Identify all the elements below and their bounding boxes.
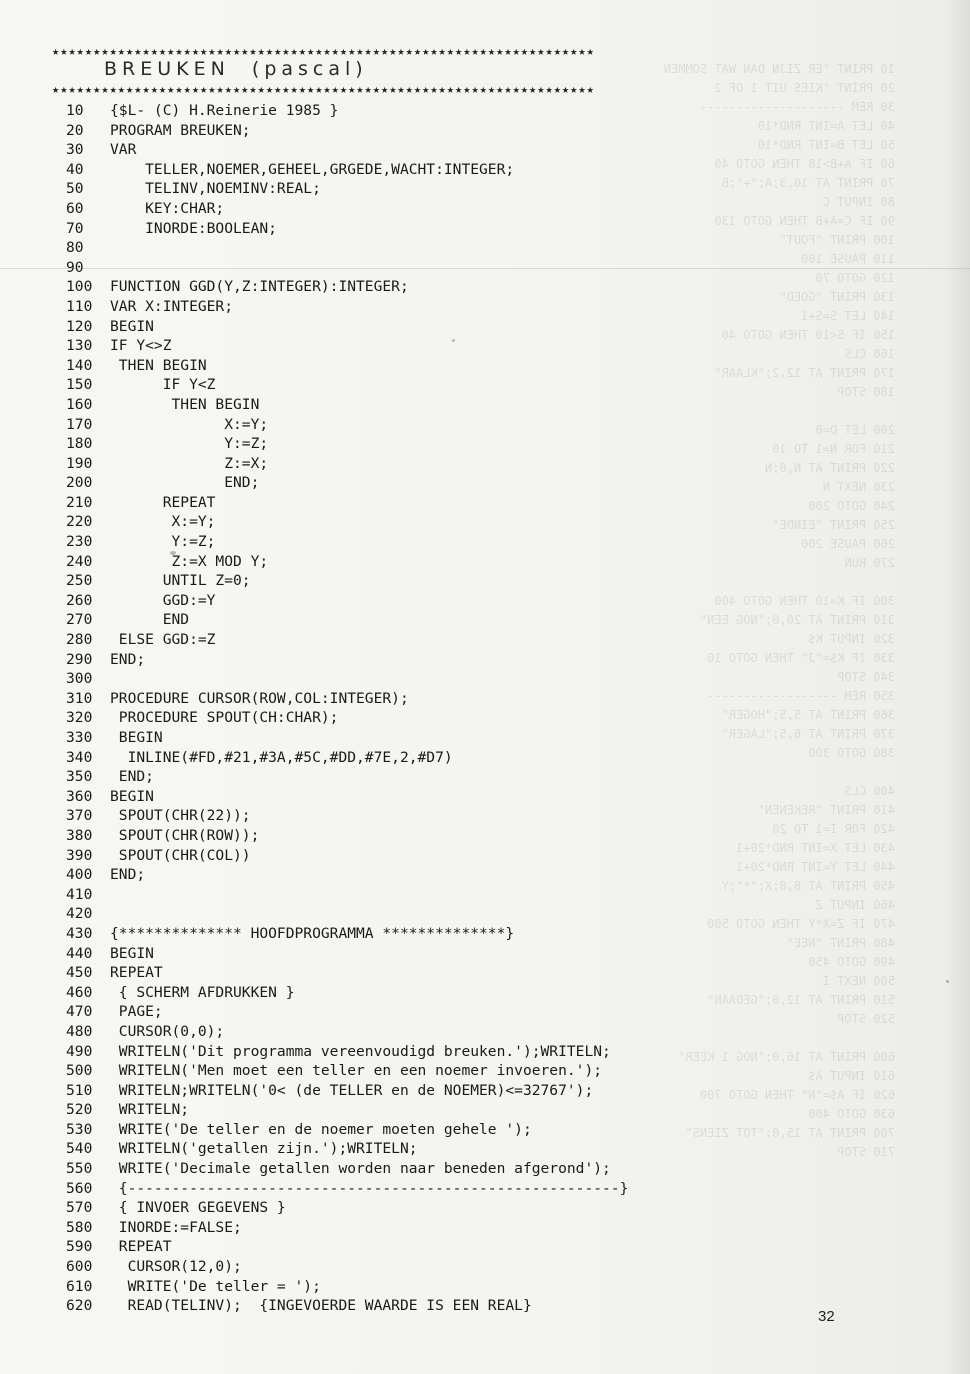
code-text: THEN BEGIN	[110, 356, 207, 374]
code-line	[66, 1002, 856, 1022]
code-text: PROGRAM BREUKEN;	[110, 121, 251, 139]
code-text: WRITE('Decimale getallen worden naar beneden afgerond');	[110, 1160, 611, 1178]
code-line	[66, 1120, 856, 1140]
line-number: 10	[66, 102, 84, 119]
code-text: { INVOER GEGEVENS }	[110, 1199, 286, 1217]
line-number: 470	[66, 1003, 93, 1021]
code-line	[66, 1277, 856, 1297]
code-text: CURSOR(12,0);	[110, 1258, 242, 1276]
line-number: 200	[66, 474, 93, 492]
code-line	[66, 650, 856, 670]
line-number: 520	[66, 1101, 93, 1119]
code-text: BEGIN	[110, 317, 154, 335]
line-number: 20	[66, 121, 84, 139]
code-line	[66, 317, 856, 337]
line-number: 570	[66, 1199, 93, 1217]
code-text: BEGIN	[110, 944, 154, 962]
code-line	[66, 610, 856, 630]
line-number: 90	[66, 258, 84, 276]
line-number: 530	[66, 1120, 93, 1138]
line-number: 550	[66, 1160, 93, 1178]
line-number: 60	[66, 199, 84, 217]
code-text: ELSE GGD:=Z	[110, 631, 216, 649]
listing-title: BREUKEN (pascal)	[104, 58, 368, 80]
line-number: 590	[66, 1238, 93, 1256]
code-text: WRITE('De teller = ');	[110, 1277, 321, 1295]
code-line	[66, 767, 856, 787]
code-text: INORDE:BOOLEAN;	[110, 219, 277, 237]
line-number: 210	[66, 493, 93, 511]
code-text: X:=Y;	[110, 513, 216, 531]
line-number: 170	[66, 415, 93, 433]
line-number: 230	[66, 533, 93, 551]
code-line	[66, 865, 856, 885]
line-number: 460	[66, 983, 93, 1001]
code-text: PAGE;	[110, 1003, 163, 1021]
line-number: 450	[66, 964, 93, 982]
code-text: END;	[110, 866, 146, 884]
code-text: IF Y<>Z	[110, 337, 172, 355]
code-text: {************** HOOFDPROGRAMMA **************}	[110, 924, 515, 942]
code-text: UNTIL Z=0;	[110, 572, 251, 590]
line-number: 160	[66, 395, 93, 413]
code-line	[66, 1237, 856, 1257]
line-number: 400	[66, 866, 93, 884]
line-number: 220	[66, 513, 93, 531]
line-number: 270	[66, 611, 93, 629]
paper-edge-shadow	[944, 0, 970, 1374]
code-text: REPEAT	[110, 493, 216, 511]
line-number: 430	[66, 924, 93, 942]
code-line	[66, 1022, 856, 1042]
code-text: X:=Y;	[110, 415, 269, 433]
code-line	[66, 101, 856, 121]
line-number: 110	[66, 297, 93, 315]
code-text: INORDE:=FALSE;	[110, 1218, 242, 1236]
code-text: FUNCTION GGD(Y,Z:INTEGER):INTEGER;	[110, 278, 409, 296]
code-line	[66, 493, 856, 513]
line-number: 540	[66, 1140, 93, 1158]
code-text: END	[110, 611, 190, 629]
code-line	[66, 1061, 856, 1081]
code-line	[66, 630, 856, 650]
line-number: 140	[66, 356, 93, 374]
code-text: PROCEDURE CURSOR(ROW,COL:INTEGER);	[110, 689, 409, 707]
code-line	[66, 708, 856, 728]
code-line	[66, 983, 856, 1003]
code-text: WRITELN('Dit programma vereenvoudigd breuken.');WRITELN;	[110, 1042, 611, 1060]
line-number: 340	[66, 748, 93, 766]
code-text: Y:=Z;	[110, 435, 269, 453]
line-number: 50	[66, 180, 84, 198]
code-line	[66, 512, 856, 532]
code-line	[66, 885, 856, 905]
line-number: 280	[66, 631, 93, 649]
code-text: WRITELN('getallen zijn.');WRITELN;	[110, 1140, 418, 1158]
code-line	[66, 415, 856, 435]
line-number: 330	[66, 729, 93, 746]
code-line	[66, 258, 856, 278]
code-line	[66, 179, 856, 199]
line-number: 150	[66, 376, 93, 394]
line-number: 420	[66, 905, 93, 923]
code-text: {$L- (C) H.Reinerie 1985 }	[110, 102, 339, 119]
line-number: 480	[66, 1022, 93, 1040]
line-number: 250	[66, 572, 93, 590]
code-line	[66, 944, 856, 964]
program-listing	[66, 101, 856, 1316]
line-number: 190	[66, 454, 93, 472]
line-number: 180	[66, 435, 93, 453]
code-text: TELLER,NOEMER,GEHEEL,GRGEDE,WACHT:INTEGER;	[110, 160, 515, 178]
code-line	[66, 356, 856, 376]
code-text: KEY:CHAR;	[110, 199, 225, 217]
code-line	[66, 1179, 856, 1199]
code-line	[66, 1081, 856, 1101]
line-number: 120	[66, 317, 93, 335]
line-number: 310	[66, 689, 93, 707]
line-number: 30	[66, 141, 84, 159]
code-text: VAR X:INTEGER;	[110, 297, 234, 315]
line-number: 600	[66, 1258, 93, 1276]
code-line	[66, 552, 856, 572]
code-line	[66, 297, 856, 317]
line-number: 100	[66, 278, 93, 296]
code-text: WRITELN('Men moet een teller en een noemer invoeren.');	[110, 1062, 603, 1080]
code-line	[66, 963, 856, 983]
line-number: 130	[66, 337, 93, 355]
code-line	[66, 160, 856, 180]
code-line	[66, 689, 856, 709]
line-number: 410	[66, 885, 93, 903]
code-text: Y:=Z;	[110, 533, 216, 551]
line-number: 290	[66, 650, 93, 668]
code-line	[66, 826, 856, 846]
code-text: WRITE('De teller en de noemer moeten gehele ');	[110, 1120, 532, 1138]
code-text: Z:=X;	[110, 454, 269, 472]
code-line	[66, 728, 856, 748]
code-line	[66, 1100, 856, 1120]
code-text: READ(TELINV); {INGEVOERDE WAARDE IS EEN REAL}	[110, 1297, 532, 1315]
header-border-top: ★★★★★★★★★★★★★★★★★★★★★★★★★★★★★★★★★★★★★★★★★★★★★★★★★★★★★★★★★★★★★★★★★★	[52, 44, 595, 58]
line-number: 620	[66, 1297, 93, 1315]
code-line	[66, 571, 856, 591]
line-number: 300	[66, 670, 93, 688]
code-text: IF Y<Z	[110, 376, 216, 394]
line-number: 320	[66, 709, 93, 727]
code-text: WRITELN;WRITELN('0< (de TELLER en de NOEMER)<=32767');	[110, 1081, 594, 1099]
code-text: END;	[110, 474, 260, 492]
code-line	[66, 375, 856, 395]
code-text: REPEAT	[110, 964, 163, 982]
line-number: 240	[66, 552, 93, 570]
code-text: BEGIN	[110, 787, 154, 805]
header-border-bottom: ★★★★★★★★★★★★★★★★★★★★★★★★★★★★★★★★★★★★★★★★★★★★★★★★★★★★★★★★★★★★★★★★★★	[52, 82, 595, 96]
code-line	[66, 199, 856, 219]
code-line	[66, 395, 856, 415]
line-number: 580	[66, 1218, 93, 1236]
code-line	[66, 1218, 856, 1238]
code-text: {--------------------------------------------------------}	[110, 1179, 629, 1197]
code-text: SPOUT(CHR(ROW));	[110, 826, 260, 844]
code-text: BEGIN	[110, 729, 163, 746]
code-line	[66, 336, 856, 356]
code-text: TELINV,NOEMINV:REAL;	[110, 180, 321, 198]
code-line	[66, 1296, 856, 1316]
line-number: 610	[66, 1277, 93, 1295]
code-line	[66, 591, 856, 611]
line-number: 490	[66, 1042, 93, 1060]
code-text: WRITELN;	[110, 1101, 190, 1119]
line-number: 440	[66, 944, 93, 962]
code-line	[66, 1257, 856, 1277]
code-line	[66, 924, 856, 944]
code-line	[66, 532, 856, 552]
scan-speck	[170, 551, 176, 555]
code-text: GGD:=Y	[110, 591, 216, 609]
scan-speck	[946, 980, 949, 983]
line-number: 80	[66, 239, 84, 257]
code-text: VAR	[110, 141, 137, 159]
code-line	[66, 454, 856, 474]
code-text: END;	[110, 650, 146, 668]
code-line	[66, 473, 856, 493]
line-number: 70	[66, 219, 84, 237]
line-number: 390	[66, 846, 93, 864]
code-line	[66, 1159, 856, 1179]
line-number: 360	[66, 787, 93, 805]
code-text: SPOUT(CHR(22));	[110, 807, 251, 825]
code-line	[66, 219, 856, 239]
page-number: 32	[818, 1308, 835, 1325]
code-text: Z:=X MOD Y;	[110, 552, 269, 570]
line-number: 350	[66, 768, 93, 786]
code-line	[66, 140, 856, 160]
code-line	[66, 121, 856, 141]
line-number: 370	[66, 807, 93, 825]
code-line	[66, 846, 856, 866]
bleed-through-text: 10 PRINT "ER ZIJN DAN WAT SOMMEN 20 PRINT "KIES UIT 1 OF 2 30 REM -------------------- 40 LET A=INT RND*10 50 LET B=INT RND*10 60 IF A+B>18 THEN GOTO 40 70 PRINT AT 10,3;A;"+";B 80 INPUT C 90 IF C=A+B THEN GOTO 130 100 PRINT "FOUT" 110 PAUSE 100 120 GOTO 70 130 PRINT "GOED" 140 LET S=S+1 150 IF S<10 THEN GOTO 40 160 CLS 170 PRINT AT 12,2;"KLAAR" 180 STOP 200 LET D=0 210 FOR N=1 TO 10 220 PRINT AT N,0;N 230 NEXT N 240 GOTO 200 250 PRINT "EINDE" 260 PAUSE 200 270 RUN 300 IF K=10 THEN GOTO 400 310 PRINT AT 20,0;"NOG EEN" 320 INPUT K$ 330 IF K$="J" THEN GOTO 10 340 STOP 350 REM ------------------ 360 PRINT AT 5,5;"HOGER" 370 PRINT AT 6,5;"LAGER" 380 GOTO 300 400 CLS 410 PRINT "REKENEN" 420 FOR I=1 TO 20 430 LET X=INT RND*20+1 440 LET Y=INT RND*20+1 450 PRINT AT 8,8;X;"*";Y 460 INPUT Z 470 IF Z=X*Y THEN GOTO 500 480 PRINT "NEE" 490 GOTO 450 500 NEXT I 510 PRINT AT 12,0;"GEDAAN" 520 STOP 600 PRINT AT 16,0;"NOG 1 KEER" 610 INPUT A$ 620 IF A$="N" THEN GOTO 700 630 GOTO 400 700 PRINT AT 15,0;"TOT ZIENS" 710 STOP	[663, 62, 895, 1159]
code-line	[66, 669, 856, 689]
line-number: 260	[66, 591, 93, 609]
line-number: 380	[66, 826, 93, 844]
code-line	[66, 787, 856, 807]
code-line	[66, 238, 856, 258]
line-number: 500	[66, 1062, 93, 1080]
code-line	[66, 806, 856, 826]
code-text: INLINE(#FD,#21,#3A,#5C,#DD,#7E,2,#D7)	[110, 748, 453, 766]
code-text: THEN BEGIN	[110, 395, 260, 413]
code-text: { SCHERM AFDRUKKEN }	[110, 983, 295, 1001]
code-line	[66, 434, 856, 454]
code-line	[66, 748, 856, 768]
code-text: END;	[110, 768, 154, 786]
code-line	[66, 1139, 856, 1159]
line-number: 560	[66, 1179, 93, 1197]
code-text: CURSOR(0,0);	[110, 1022, 225, 1040]
line-number: 510	[66, 1081, 93, 1099]
code-text: PROCEDURE SPOUT(CH:CHAR);	[110, 709, 339, 727]
code-text: REPEAT	[110, 1238, 172, 1256]
code-text: SPOUT(CHR(COL))	[110, 846, 251, 864]
code-line	[66, 1198, 856, 1218]
code-line	[66, 1042, 856, 1062]
scan-speck	[452, 339, 455, 342]
line-number: 40	[66, 160, 84, 178]
code-line	[66, 277, 856, 297]
code-line	[66, 904, 856, 924]
